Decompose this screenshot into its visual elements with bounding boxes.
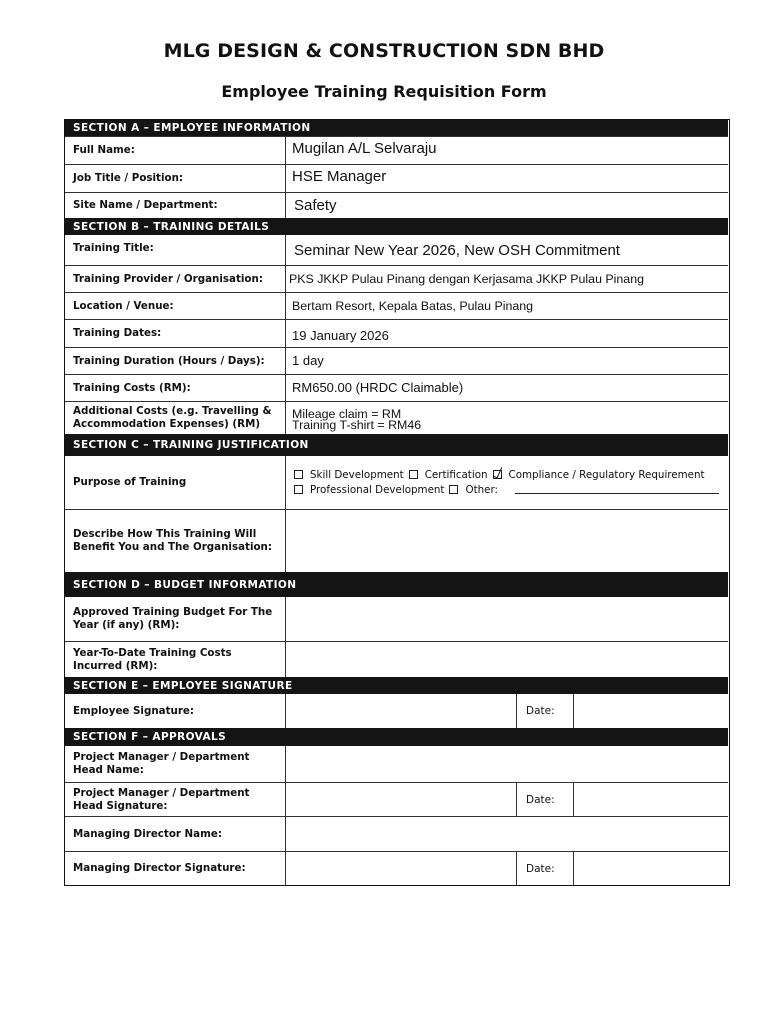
- ytd-costs-row: [65, 641, 728, 677]
- approved-budget-row: [65, 597, 728, 641]
- benefit-label: Describe How This Training Will Benefit You and The Organisation:: [65, 510, 286, 572]
- site-row: [65, 192, 728, 218]
- ytd-costs-field[interactable]: [286, 642, 728, 677]
- location-label: Location / Venue:: [65, 293, 286, 319]
- full-name-field[interactable]: Mugilan A/L Selvaraju: [292, 140, 437, 157]
- dates-field[interactable]: 19 January 2026: [292, 328, 389, 343]
- additional-costs-row: [65, 401, 728, 434]
- other-checkbox[interactable]: [449, 485, 458, 494]
- duration-field[interactable]: 1 day: [292, 353, 324, 368]
- skill-development-checkbox[interactable]: [294, 470, 303, 479]
- provider-label: Training Provider / Organisation:: [65, 266, 286, 292]
- costs-label: Training Costs (RM):: [65, 375, 286, 401]
- full-name-row: [65, 136, 728, 164]
- requisition-form: [64, 119, 730, 886]
- approved-budget-label: Approved Training Budget For The Year (if any) (RM):: [65, 597, 286, 641]
- approved-budget-field[interactable]: [286, 597, 728, 641]
- section-f-header: SECTION F – APPROVALS: [65, 728, 728, 746]
- purpose-label: Purpose of Training: [65, 456, 286, 509]
- training-title-row: [65, 235, 728, 265]
- certification-checkbox[interactable]: [409, 470, 418, 479]
- md-signature-field[interactable]: [286, 852, 517, 885]
- pm-signature-label: Project Manager / Department Head Signature:: [65, 783, 286, 816]
- benefit-row: [65, 509, 728, 572]
- training-title-label: Training Title:: [65, 235, 286, 265]
- costs-field[interactable]: RM650.00 (HRDC Claimable): [292, 380, 464, 395]
- dates-row: [65, 319, 728, 347]
- costs-row: [65, 374, 728, 401]
- employee-signature-field[interactable]: [286, 694, 517, 728]
- dates-label: Training Dates:: [65, 320, 286, 347]
- duration-label: Training Duration (Hours / Days):: [65, 348, 286, 374]
- md-name-label: Managing Director Name:: [65, 817, 286, 851]
- professional-development-checkbox[interactable]: [294, 485, 303, 494]
- section-b-header: SECTION B – TRAINING DETAILS: [65, 218, 728, 235]
- employee-signature-row: [65, 694, 728, 728]
- company-name: MLG DESIGN & CONSTRUCTION SDN BHD: [163, 40, 605, 62]
- location-row: [65, 292, 728, 319]
- compliance-label: Compliance / Regulatory Requirement: [508, 468, 705, 481]
- purpose-options: [286, 456, 728, 509]
- pm-date-label: Date:: [517, 783, 574, 816]
- skill-development-label: Skill Development: [310, 468, 404, 481]
- site-field[interactable]: Safety: [294, 197, 337, 214]
- employee-date-label: Date:: [517, 694, 574, 728]
- md-date-label: Date:: [517, 852, 574, 885]
- benefit-field[interactable]: [286, 510, 728, 572]
- employee-date-field[interactable]: [574, 694, 728, 728]
- provider-row: [65, 265, 728, 292]
- md-signature-label: Managing Director Signature:: [65, 852, 286, 885]
- pm-name-row: [65, 746, 728, 782]
- provider-field[interactable]: PKS JKKP Pulau Pinang dengan Kerjasama JKKP Pulau Pinang: [289, 272, 644, 286]
- pm-date-field[interactable]: [574, 783, 728, 816]
- job-title-row: [65, 164, 728, 192]
- pm-signature-row: [65, 782, 728, 816]
- other-label: Other:: [465, 483, 499, 496]
- full-name-label: Full Name:: [65, 137, 286, 164]
- pm-name-field[interactable]: [286, 746, 728, 782]
- pm-name-label: Project Manager / Department Head Name:: [65, 746, 286, 782]
- professional-development-label: Professional Development: [310, 483, 445, 496]
- additional-costs-field[interactable]: [286, 402, 728, 434]
- section-c-header: SECTION C – TRAINING JUSTIFICATION: [65, 434, 728, 456]
- other-input-line[interactable]: [515, 485, 719, 494]
- tshirt-cost-text: Training T-shirt = RM46: [292, 418, 422, 432]
- employee-signature-label: Employee Signature:: [65, 694, 286, 728]
- mileage-claim-text: Mileage claim = RM: [292, 406, 402, 421]
- md-name-field[interactable]: [286, 817, 728, 851]
- md-name-row: [65, 816, 728, 851]
- training-title-field[interactable]: Seminar New Year 2026, New OSH Commitment: [294, 241, 620, 259]
- compliance-checkbox[interactable]: [493, 470, 502, 479]
- site-label: Site Name / Department:: [65, 193, 286, 218]
- md-date-field[interactable]: [574, 852, 728, 885]
- pm-signature-field[interactable]: [286, 783, 517, 816]
- duration-row: [65, 347, 728, 374]
- section-a-header: SECTION A – EMPLOYEE INFORMATION: [65, 120, 728, 136]
- location-field[interactable]: Bertam Resort, Kepala Batas, Pulau Pinang: [292, 299, 534, 313]
- form-title: Employee Training Requisition Form: [221, 82, 547, 101]
- md-signature-row: [65, 851, 728, 885]
- additional-costs-label: Additional Costs (e.g. Travelling & Accommodation Expenses) (RM): [65, 402, 286, 434]
- job-title-label: Job Title / Position:: [65, 165, 286, 192]
- section-e-header: SECTION E – EMPLOYEE SIGNATURE: [65, 677, 728, 694]
- ytd-costs-label: Year-To-Date Training Costs Incurred (RM):: [65, 642, 286, 677]
- certification-label: Certification: [424, 468, 488, 481]
- section-d-header: SECTION D – BUDGET INFORMATION: [65, 572, 728, 597]
- purpose-row: [65, 456, 728, 509]
- job-title-field[interactable]: HSE Manager: [292, 168, 387, 185]
